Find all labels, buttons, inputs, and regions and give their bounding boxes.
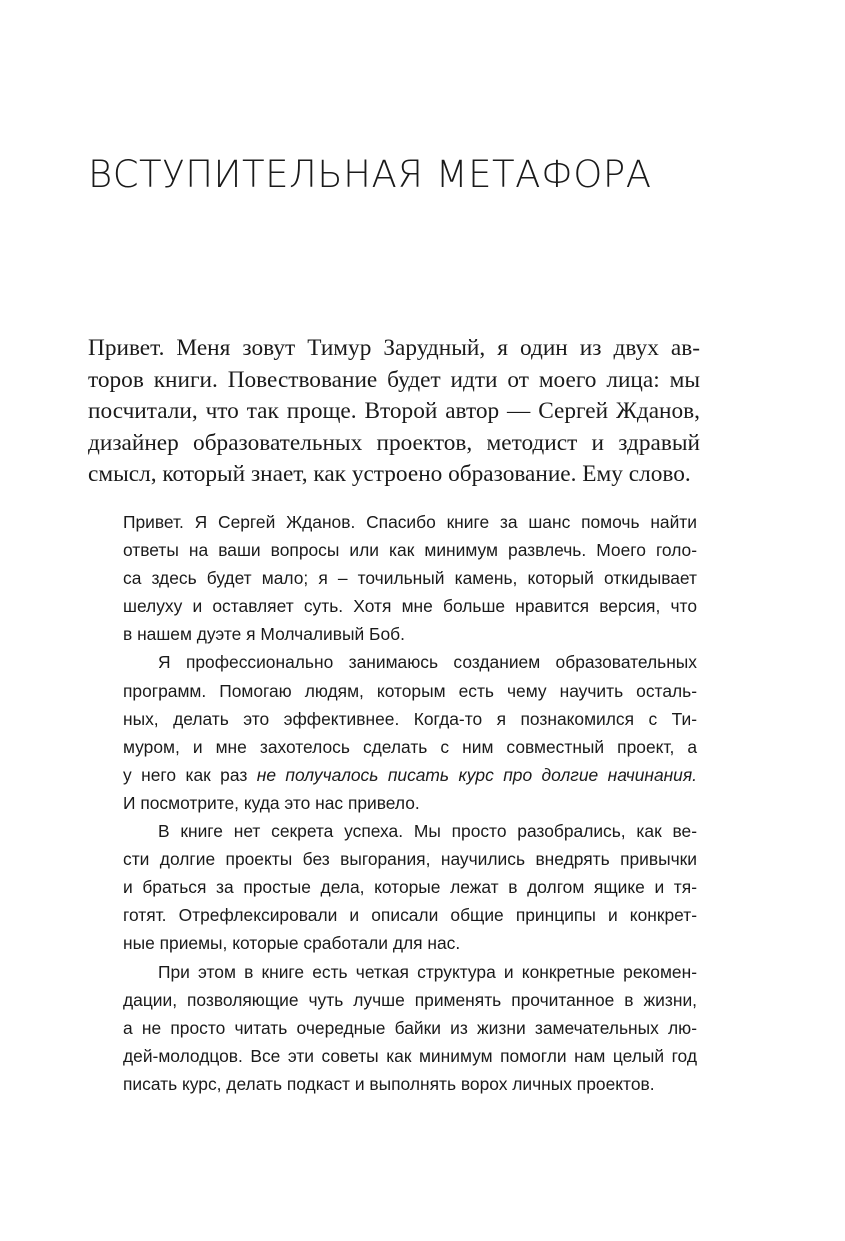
coauthor-line: Привет. Я Сергей Жданов. Спасибо книге за шанс помочь найти (123, 512, 697, 532)
coauthor-line: и браться за простые дела, которые лежат в долгом ящике и тя- (123, 877, 697, 898)
coauthor-italic-phrase: не получалось писать курс про долгие начинания. (256, 764, 697, 785)
coauthor-line: а не просто читать очередные байки из жизни замечательных лю- (123, 1017, 697, 1038)
coauthor-line: писать курс, делать подкаст и выполнять ворох личных проектов. (123, 1073, 655, 1094)
intro-line: Привет. Меня зовут Тимур Зарудный, я один из двух ав- (88, 335, 700, 361)
coauthor-line: В книге нет секрета успеха. Мы просто разобрались, как ве- (158, 821, 697, 842)
coauthor-line: ные приемы, которые сработали для нас. (123, 933, 461, 954)
coauthor-line: программ. Помогаю людям, которым есть чему научить осталь- (123, 680, 697, 701)
coauthor-line: ных, делать это эффективнее. Когда-то я познакомился с Ти- (123, 708, 697, 729)
coauthor-section (123, 508, 697, 1098)
coauthor-line: дей-молодцов. Все эти советы как минимум помогли нам целый год (123, 1045, 697, 1066)
coauthor-line: При этом в книге есть четкая структура и конкретные рекомен- (158, 961, 697, 982)
coauthor-line: И посмотрите, куда это нас привело. (123, 792, 420, 813)
coauthor-line: муром, и мне захотелось сделать с ним совместный проект, а (123, 736, 697, 757)
coauthor-line: шелуху и оставляет суть. Хотя мне больше нравится версия, что (123, 596, 697, 617)
coauthor-line-mixed (123, 761, 697, 789)
coauthor-line: Я профессионально занимаюсь созданием образовательных (158, 652, 697, 673)
intro-line: торов книги. Повествование будет идти от моего лица: мы (88, 366, 700, 393)
intro-line: посчитали, что так проще. Второй автор — Сергей Жданов, (88, 398, 700, 425)
coauthor-line: ответы на ваши вопросы или как минимум развлечь. Моего голо- (123, 540, 697, 561)
coauthor-line: сти долгие проекты без выгорания, научились внедрять привычки (123, 849, 697, 870)
chapter-title: ВСТУПИТЕЛЬНАЯ МЕТАФОРА (88, 153, 652, 196)
coauthor-line: готят. Отрефлексировали и описали общие принципы и конкрет- (123, 905, 697, 926)
intro-paragraph (88, 333, 700, 491)
coauthor-line: дации, позволяющие чуть лучше применять прочитанное в жизни, (123, 989, 697, 1010)
coauthor-line: в нашем дуэте я Молчаливый Боб. (123, 624, 405, 645)
intro-line: дизайнер образовательных проектов, методист и здравый (88, 429, 700, 456)
intro-line: смысл, который знает, как устроено образование. Ему слово. (88, 461, 691, 488)
coauthor-line-prefix: у него как раз (123, 764, 248, 785)
coauthor-line: са здесь будет мало; я – точильный камень, который откидывает (123, 568, 697, 589)
